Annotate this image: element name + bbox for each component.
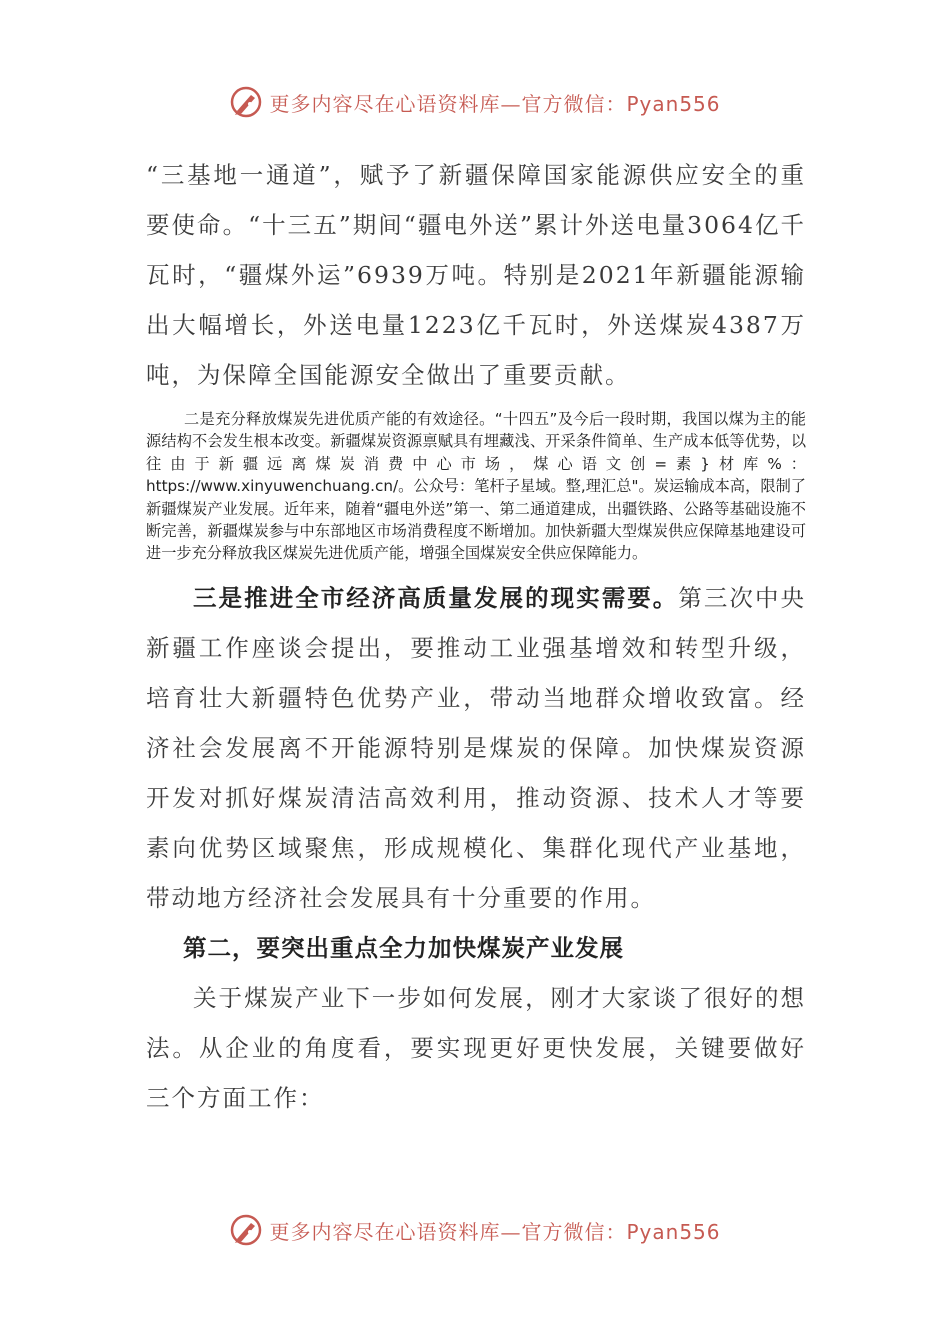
pen-logo-icon — [229, 85, 263, 119]
paragraph-lead-bold: 三是推进全市经济高质量发展的现实需要。 — [193, 583, 679, 612]
paragraph-economic-need: 三是推进全市经济高质量发展的现实需要。第三次中央新疆工作座谈会提出，要推动工业强基增效和转型升级，培育壮大新疆特色优势产业，带动当地群众增收致富。经济社会发展离不开能源特别是煤炭的保障。加快煤炭资源开发对抓好煤炭清洁高效利用，推动资源、技术人才等要素向优势区域聚焦，形成规模化、集群化现代产业基地，带动地方经济社会发展具有十分重要的作用。 — [146, 583, 807, 912]
paragraph-coal-capacity: 二是充分释放煤炭先进优质产能的有效途径。“十四五”及今后一段时期，我国以煤为主的能源结构不会发生根本改变。新疆煤炭资源禀赋具有埋藏浅、开采条件简单、生产成本低等优势，以往由于新疆远离煤炭消费中心市场，煤心语文创=素}材库%：https://www.xinyuwenchuang.cn/。公众号：笔杆子星域。整,理汇总"。炭运输成本高，限制了新疆煤炭产业发展。近年来，随着“疆电外送”第一、第二通道建成，出疆铁路、公路等基础设施不断完善，新疆煤炭参与中东部地区市场消费程度不断增加。加快新疆大型煤炭供应保障基地建设可进一步充分释放我区煤炭先进优质产能，增强全国煤炭安全供应保障能力。 — [146, 410, 806, 563]
footer-banner — [0, 1210, 950, 1250]
paragraph-three-aspects: 关于煤炭产业下一步如何发展，刚才大家谈了很好的想法。从企业的角度看，要实现更好更快发展，关键要做好三个方面工作： — [146, 983, 806, 1112]
footer-text: 更多内容尽在心语资料库—官方微信：Pyan556 — [269, 1219, 721, 1244]
section-heading: 第二，要突出重点全力加快煤炭产业发展 — [183, 933, 624, 962]
header-text: 更多内容尽在心语资料库—官方微信：Pyan556 — [269, 91, 721, 116]
pen-logo-icon — [229, 1213, 263, 1247]
paragraph-energy-mission: “三基地一通道”，赋予了新疆保障国家能源供应安全的重要使命。“十三五”期间“疆电外送”累计外送电量3064亿千瓦时，“疆煤外运”6939万吨。特别是2021年新疆能源输出大幅增长，外送电量1223亿千瓦时，外送煤炭4387万吨，为保障全国能源安全做出了重要贡献。 — [146, 161, 806, 389]
header-banner — [0, 82, 950, 122]
document-body — [146, 150, 806, 1123]
